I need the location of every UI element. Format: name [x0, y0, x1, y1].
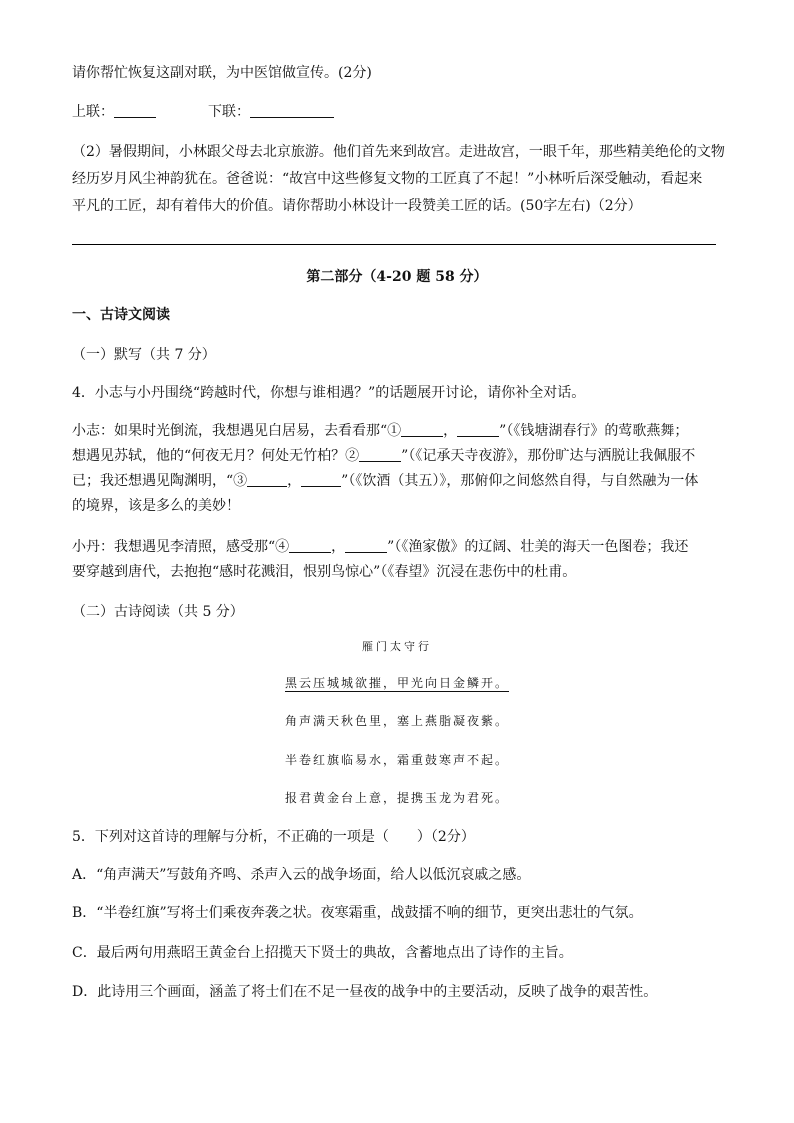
q5-stem: 5．下列对这首诗的理解与分析，不正确的一项是（ ）（2分） — [72, 829, 475, 845]
upper-couplet-blank[interactable] — [114, 103, 156, 118]
section-heading: 一、古诗文阅读 — [72, 307, 170, 323]
section-divider — [72, 244, 716, 245]
dialogue-line: 要穿越到唐代，去抱抱“感时花溅泪，恨别鸟惊心”（《春望》沉浸在悲伤中的杜甫。 — [72, 564, 577, 580]
part2-title: 第二部分（4-20 题 58 分） — [306, 269, 488, 285]
dialogue-text: 小志：如果时光倒流，我想遇见白居易，去看看那“① — [72, 423, 402, 439]
dialogue-line — [72, 447, 695, 465]
upper-couplet-label: 上联： — [72, 104, 114, 120]
couplet-intro: 请你帮忙恢复这副对联，为中医馆做宣传。(2分) — [72, 65, 372, 81]
option-c[interactable]: C．最后两句用燕昭王黄金台上招揽天下贤士的典故，含蓄地点出了诗作的主旨。 — [72, 945, 573, 961]
poem-line: 报君黄金台上意，提携玉龙为君死。 — [284, 791, 509, 805]
lower-couplet-label: 下联： — [208, 104, 250, 120]
poem-line — [0, 675, 794, 691]
answer-blank-4a[interactable] — [289, 538, 331, 553]
option-b[interactable]: B．“半卷红旗”写将士们乘夜奔袭之状。夜寒霜重，战鼓擂不响的细节，更突出悲壮的气氛。 — [72, 905, 643, 921]
dialogue-text: 想遇见苏轼，他的“何夜无月？何处无竹柏？② — [72, 448, 360, 464]
answer-blank-4b[interactable] — [345, 538, 387, 553]
poem-line-text: 黑云压城城欲摧，甲光向日金鳞开。 — [284, 676, 509, 690]
couplet-answer-row — [72, 103, 334, 121]
dialogue-text: ”（《记承天寺夜游》，那份旷达与洒脱让我佩服不 — [401, 448, 696, 464]
dialogue-text: 已；我还想遇见陶渊明，“③ — [72, 473, 248, 489]
answer-blank-3a[interactable] — [247, 472, 287, 487]
dialogue-line: 的境界，该是多么的美妙！ — [72, 498, 240, 514]
answer-blank-3b[interactable] — [301, 472, 341, 487]
dialogue-line — [72, 422, 688, 440]
poem-title: 雁门太守行 — [362, 640, 432, 653]
dialogue-text: ”（《渔家傲》的辽阔、壮美的海天一色图卷；我还 — [387, 539, 689, 555]
dialogue-text: ， — [443, 423, 458, 439]
q4-intro: 4．小志与小丹围绕“跨越时代，你想与谁相遇？”的话题展开讨论，请你补全对话。 — [72, 385, 586, 401]
dialogue-text: ”（《钱塘湖春行》的莺歌燕舞； — [499, 423, 689, 439]
dialogue-line — [72, 472, 698, 490]
option-d[interactable]: D．此诗用三个画面，涵盖了将士们在不足一昼夜的战争中的主要活动，反映了战争的艰苦性。 — [72, 984, 658, 1000]
poem-line: 角声满天秋色里，塞上燕脂凝夜紫。 — [284, 714, 509, 728]
answer-blank-2[interactable] — [359, 447, 401, 462]
subsection-heading: （二）古诗阅读（共 5 分） — [72, 604, 244, 620]
option-a[interactable]: A．“角声满天”写鼓角齐鸣、杀声入云的战争场面，给人以低沉哀戚之感。 — [72, 867, 531, 883]
dialogue-line — [72, 538, 688, 556]
dialogue-text: 小丹：我想遇见李清照，感受那“④ — [72, 539, 290, 555]
poem-line: 半卷红旗临易水，霜重鼓寒声不起。 — [284, 753, 509, 767]
dialogue-text: ”（《饮酒（其五）》，那俯仰之间悠然自得，与自然融为一体 — [341, 473, 699, 489]
q2-line: 平凡的工匠，却有着伟大的价值。请你帮助小林设计一段赞美工匠的话。(50字左右)（2分） — [72, 198, 642, 214]
q2-line: （2）暑假期间，小林跟父母去北京旅游。他们首先来到故宫。走进故宫，一眼千年，那些精美绝伦的文物 — [72, 144, 725, 160]
lower-couplet-blank[interactable] — [250, 103, 334, 118]
subsection-heading: （一）默写（共 7 分） — [72, 347, 216, 363]
answer-blank-1b[interactable] — [457, 422, 499, 437]
dialogue-text: ， — [287, 473, 302, 489]
q2-line: 经历岁月风尘神韵犹在。爸爸说：“故宫中这些修复文物的工匠真了不起！”小林听后深受触动，看起来 — [72, 171, 703, 187]
answer-blank-1a[interactable] — [401, 422, 443, 437]
dialogue-text: ， — [331, 539, 346, 555]
